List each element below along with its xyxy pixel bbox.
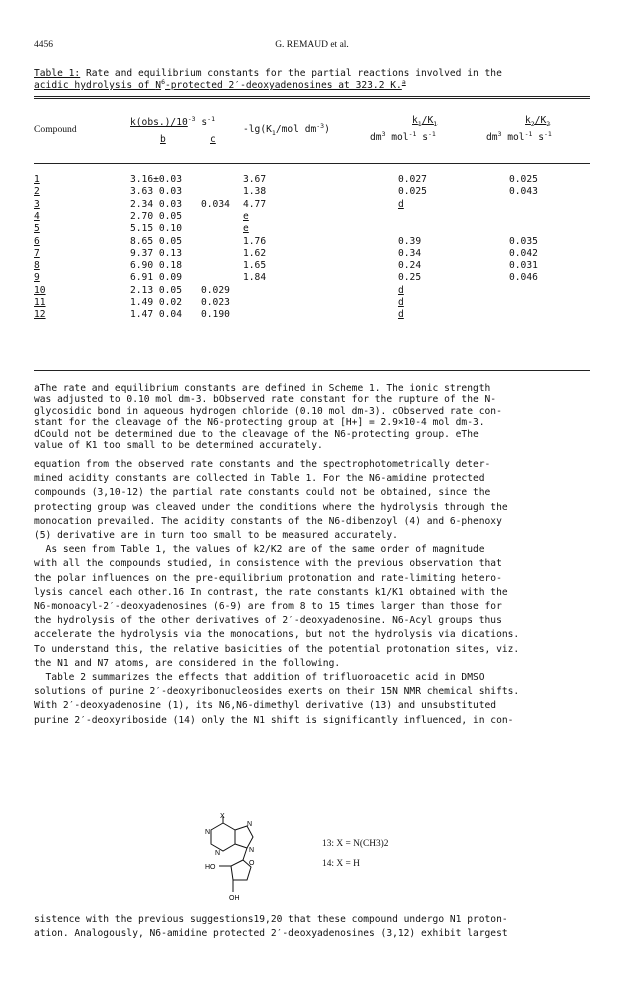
body-line: solutions of purine 2′-deoxyribonucleosides exerts on their 15N NMR chemical shifts. — [34, 686, 520, 698]
body-line: the N1 and N7 atoms, are considered in the following. — [34, 657, 341, 669]
caption-line2-pre: acidic hydrolysis of — [34, 80, 156, 91]
cell-compound: 4 — [34, 210, 40, 222]
body-line: To understand this, the relative basicities of the potential protonation sites, viz. — [34, 643, 520, 655]
cell-lgK: 4.77 — [243, 198, 267, 210]
atom-n1: N — [205, 829, 211, 836]
table-row — [0, 174, 624, 186]
atom-n7: N — [247, 821, 253, 828]
table-row — [0, 223, 624, 235]
footnote-line: glycosidic bond in aqueous hydrogen chloride (0.10 mol dm-3). cObserved rate con- — [34, 405, 502, 417]
cell-k1K1: 0.39 — [398, 235, 422, 247]
cell-kobs: 3.16±0.03 — [130, 174, 182, 185]
body-line: monocation prevailed. The acidity constants of the N6-dibenzoyl (4) and 6-phenoxy — [34, 515, 502, 527]
body-line: sistence with the previous suggestions19,20 that these compound undergo N1 proton- — [34, 914, 508, 925]
header-k1k1-num: $k_1/K_1$ — [412, 115, 438, 128]
table-row — [0, 199, 624, 211]
footnote-line: dCould not be determined due to the cleavage of the N6-protecting group. eThe — [34, 428, 479, 440]
atom-n9: N — [249, 847, 255, 854]
atom-ho: HO — [205, 864, 216, 871]
cell-lgK: 1.76 — [243, 235, 267, 247]
atom-n3: N — [215, 850, 221, 857]
body-line: with all the compounds studied, in consistence with the previous observation that — [34, 558, 502, 570]
tail-paragraph — [34, 913, 594, 941]
cell-k1K1: 0.25 — [398, 272, 422, 284]
body-paragraphs — [34, 458, 594, 728]
header-k1k1-den: $dm^3$ mol$^{-1}$ $s^{-1}$ — [370, 129, 436, 143]
cell-compound: 12 — [34, 309, 46, 321]
cell-kobs: 3.63 0.03 — [130, 186, 182, 198]
cell-compound: 7 — [34, 247, 40, 259]
cell-kobs: 9.37 0.13 — [130, 247, 182, 259]
body-line: ation. Analogously, N6-amidine protected 2′-deoxyadenosines (3,12) exhibit largest — [34, 928, 508, 940]
chemical-structure — [195, 812, 315, 904]
table-row — [0, 236, 624, 248]
table-caption — [34, 68, 594, 92]
table-top-rule-2 — [34, 98, 590, 99]
table-row — [0, 272, 624, 284]
table-row — [0, 248, 624, 260]
purine-deoxyriboside-structure — [195, 812, 315, 904]
cell-lgK: 3.67 — [243, 174, 267, 185]
caption-n: N — [155, 80, 162, 91]
caption-note: a — [401, 77, 406, 86]
cell-k1K1: d — [398, 309, 404, 321]
body-line: the polar influences on the pre-equilibrium protonation and rate-limiting hetero- — [34, 572, 502, 584]
atom-x: X — [220, 813, 225, 820]
cell-kobs-c: 0.034 — [201, 198, 230, 210]
table-top-rule — [34, 96, 590, 97]
body-line: the hydrolysis of the other derivatives of 2′-deoxyadenosine. N6-Acyl groups thus — [34, 615, 502, 627]
cell-k1K1: d — [398, 297, 404, 308]
cell-k2K2: 0.031 — [509, 260, 538, 272]
cell-kobs: 2.70 0.05 — [130, 210, 182, 222]
body-line: With 2′-deoxyadenosine (1), its N6,N6-dimethyl derivative (13) and unsubstituted — [34, 700, 497, 712]
cell-lgK: e — [243, 210, 249, 222]
cell-k1K1: 0.027 — [398, 174, 427, 185]
cell-k2K2: 0.035 — [509, 235, 538, 247]
table-row — [0, 285, 624, 297]
cell-lgK: 1.62 — [243, 247, 267, 259]
running-head — [34, 40, 590, 54]
cell-kobs: 2.34 0.03 — [130, 198, 182, 210]
table-row — [0, 211, 624, 223]
caption-label: Table 1: — [34, 68, 81, 79]
cell-k1K1: 0.24 — [398, 260, 422, 272]
header-lgk: $-\lg(K_1$/mol $dm^{-3}$) — [243, 121, 330, 137]
cell-compound: 10 — [34, 284, 46, 296]
footnote-line: aThe rate and equilibrium constants are defined in Scheme 1. The ionic strength — [34, 383, 491, 394]
table-row — [0, 260, 624, 272]
cell-k2K2: 0.043 — [509, 186, 538, 198]
body-line: protecting group was cleaved under the conditions where the hydrolysis through the — [34, 501, 508, 513]
cell-compound: 11 — [34, 297, 46, 308]
cell-k1K1: 0.025 — [398, 186, 427, 198]
body-line: lysis cancel each other.16 In contrast, the rate constants k1/K1 obtained with the — [34, 586, 508, 598]
compound-14-label: 14: X = H — [322, 859, 360, 869]
body-line: equation from the observed rate constants and the spectrophotometrically deter- — [34, 459, 491, 470]
footnote-line: stant for the cleavage of the N6-protecting group at [H+] = 2.9×10-4 mol dm-3. — [34, 417, 485, 429]
table-row — [0, 309, 624, 321]
caption-line2-rest: -protected 2′-deoxyadenosines at 323.2 K. — [165, 80, 402, 91]
cell-compound: 8 — [34, 260, 40, 272]
table-row — [0, 297, 624, 309]
body-line: mined acidity constants are collected in Table 1. For the N6-amidine protected — [34, 473, 485, 485]
header-compound: Compound — [34, 124, 77, 135]
cell-k2K2: 0.042 — [509, 247, 538, 259]
header-k2k2-den: $dm^3$ mol$^{-1}$ $s^{-1}$ — [486, 129, 552, 143]
cell-kobs: 1.49 0.02 — [130, 297, 182, 308]
cell-compound: 1 — [34, 174, 40, 185]
body-line: As seen from Table 1, the values of k2/K2 are of the same order of magnitude — [34, 544, 485, 556]
body-line: N6-monoacyl-2′-deoxyadenosines (6-9) are from 8 to 15 times larger than those for — [34, 601, 502, 613]
body-line: compounds (3,10-12) the partial rate constants could not be obtained, since the — [34, 487, 491, 499]
cell-kobs: 6.90 0.18 — [130, 260, 182, 272]
table-footnotes — [34, 383, 594, 451]
cell-kobs: 6.91 0.09 — [130, 272, 182, 284]
header-k2k2-num: $k_2/K_2$ — [525, 115, 551, 128]
caption-line1: Rate and equilibrium constants for the partial reactions involved in the — [80, 68, 502, 79]
body-line: purine 2′-deoxyriboside (14) only the N1 shift is significantly influenced, in con- — [34, 714, 514, 726]
body-line: Table 2 summarizes the effects that addition of trifluoroacetic acid in DMSO — [34, 672, 485, 684]
cell-lgK: 1.84 — [243, 272, 267, 284]
cell-kobs: 8.65 0.05 — [130, 235, 182, 247]
cell-compound: 2 — [34, 186, 40, 198]
cell-compound: 6 — [34, 235, 40, 247]
cell-k1K1: d — [398, 284, 404, 296]
caption-sup: 6 — [161, 77, 165, 86]
cell-kobs: 1.47 0.04 — [130, 309, 182, 321]
cell-kobs-c: 0.029 — [201, 284, 230, 296]
header-kobs: $k(obs.)/10^{-3}$ $s^{-1}$ — [130, 114, 215, 128]
body-line: (5) derivative are in turn too small to be measured accurately. — [34, 530, 398, 542]
footnote-line: value of K1 too small to be determined accurately. — [34, 440, 323, 452]
cell-lgK: e — [243, 223, 249, 235]
footnote-line: was adjusted to 0.10 mol dm-3. bObserved rate constant for the rupture of the N- — [34, 394, 497, 406]
table-header-rule — [34, 163, 590, 164]
header-sub-c: c — [210, 134, 216, 145]
cell-compound: 5 — [34, 223, 40, 235]
cell-kobs: 2.13 0.05 — [130, 284, 182, 296]
table-row — [0, 186, 624, 198]
atom-o: O — [249, 860, 255, 867]
cell-kobs-c: 0.023 — [201, 297, 230, 308]
cell-lgK: 1.65 — [243, 260, 267, 272]
atom-oh: OH — [229, 895, 240, 902]
cell-compound: 9 — [34, 272, 40, 284]
running-head-authors: G. REMAUD et al. — [275, 40, 349, 50]
page-number: 4456 — [34, 40, 53, 50]
cell-kobs: 5.15 0.10 — [130, 223, 182, 235]
cell-k2K2: 0.025 — [509, 174, 538, 185]
header-sub-b: b — [160, 134, 166, 145]
cell-lgK: 1.38 — [243, 186, 267, 198]
cell-kobs-c: 0.190 — [201, 309, 230, 321]
table-bottom-rule — [34, 370, 590, 371]
body-line: accelerate the hydrolysis via the monocations, but not the hydrolysis via dications. — [34, 629, 520, 641]
cell-k1K1: d — [398, 198, 404, 210]
cell-k1K1: 0.34 — [398, 247, 422, 259]
cell-compound: 3 — [34, 198, 40, 210]
compound-13-label: 13: X = N(CH3)2 — [322, 839, 389, 849]
cell-k2K2: 0.046 — [509, 272, 538, 284]
